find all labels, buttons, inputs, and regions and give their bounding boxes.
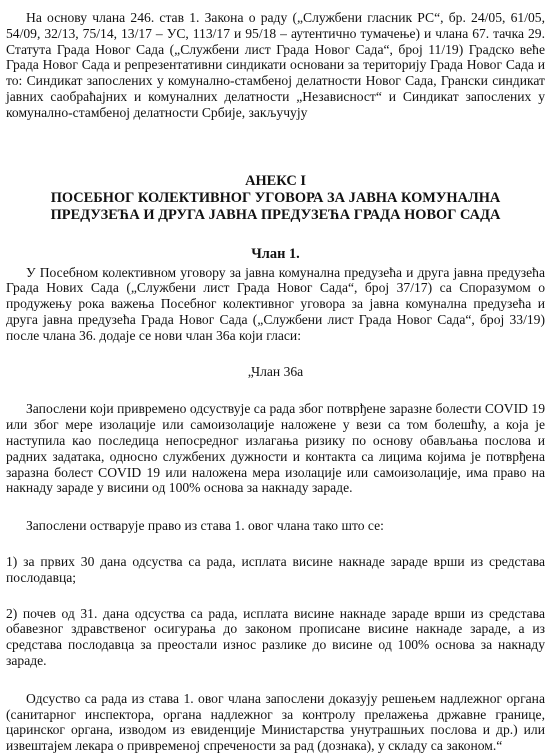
paragraph-4: 2) почев од 31. дана одсуства са рада, исплата висине накнаде зараде врши из средстава обавезног здравственог осигурања до законом прописане висине накнаде зараде, а из средстава послодавца за преостали износ разлике до висине од 100% основа за накнаду зараде.	[6, 605, 545, 668]
intro-paragraph: На основу члана 246. став 1. Закона о раду („Службени гласник РС“, бр. 24/05, 61/05, 54/09, 32/13, 75/14, 13/17 – УС, 113/17 и 95/18 – аутентично тумачење) и члана 67. тачка 29. Статута Града Новог Сада („Службени лист Града Новог Сада“, број 11/19) Градско веће Града Новог Сада и репрезентативни синдикати основани за територију Града Новог Сада и то: Синдикат запослених у комунално-стамбеној делатности Новог Сада, Грански синдикат јавних саобраћајних и комуналних делатности „Независност“ и Синдикат запослених у комунално-стамбеној делатности Србије, закључују	[6, 10, 545, 120]
article-body: У Посебном колективном уговору за јавна комунална предузећа и друга јавна предузећа Града Нових Сада („Службени лист Града Новог Сада“, број 37/17) са Споразумом о продужењу рока важења Посебног колективног уговора за јавна комунална предузећа и друга јавна предузећа Града Новог Сада („Службени лист Града Новог Сада“, број 33/19) после члана 36. додаје се нови члан 36а који гласи:	[6, 264, 545, 343]
annex-title: АНЕКС I	[245, 172, 306, 189]
paragraph-5: Одсуство са рада из става 1. овог члана запослени доказују решењем надлежног органа (санитарног инспектора, органа надлежног за контролу прелажења државне границе, царинског органа, изводом из евиденције Министарства унутрашњих послова и др.) или извештајем лекара о привременој спречености за рад (дознака), у складу са законом.“	[6, 690, 545, 754]
paragraph-1: Запослени који привремено одсуствује са рада због потврђене заразне болести COVID 19 или због мере изолације или самоизолације наложене у вези са том болешћу, а која је наступила као последица непосредног излагања ризику по основу обављања послова и радних задатака, односно службених дужности и контакта са лицима којима је потврђена заразна болест COVID 19 или наложена мера изолације или самоизолације, има право на накнаду зараде у висини од 100% основа за накнаду зараде.	[6, 401, 545, 496]
paragraph-3: 1) за првих 30 дана одсуства са рада, исплата висине накнаде зараде врши из средстава послодавца;	[6, 553, 545, 585]
paragraph-2: Запослени остварује право из става 1. овог члана тако што се:	[26, 518, 384, 534]
annex-subtitle: ПОСЕБНОГ КОЛЕКТИВНОГ УГОВОРА ЗА ЈАВНА КОМУНАЛНА ПРЕДУЗЕЋА И ДРУГА ЈАВНА ПРЕДУЗЕЋА ГРАДА НОВОГ САДА	[50, 189, 501, 223]
article-title: Члан 1.	[251, 245, 300, 262]
quoted-article-title: „Члан 36а	[247, 363, 304, 379]
